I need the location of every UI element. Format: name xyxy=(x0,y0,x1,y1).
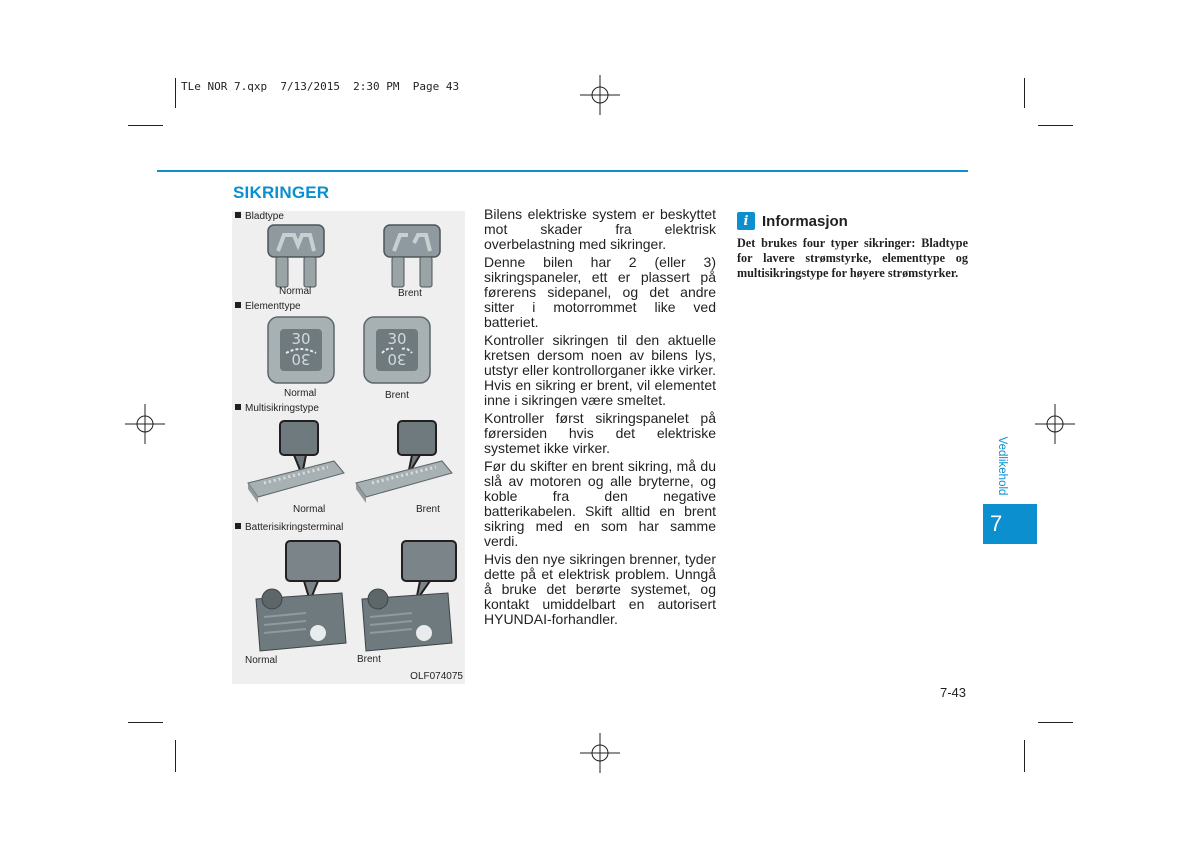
figure-caption: Brent xyxy=(357,654,381,665)
body-paragraph: Kontroller først sikringspanelet på førersiden hvis det elektriske systemet ikke virker. xyxy=(484,410,716,456)
battery-fuse-normal-illustration xyxy=(246,537,354,665)
print-slug: TLe NOR 7.qxp 7/13/2015 2:30 PM Page 43 xyxy=(181,80,460,93)
info-heading xyxy=(737,212,848,230)
registration-mark-left xyxy=(125,404,165,444)
svg-text:30: 30 xyxy=(387,330,407,348)
figure-category-label: Batterisikringsterminal xyxy=(235,522,343,533)
body-paragraph: Før du skifter en brent sikring, må du slå av motoren og alle bryterne, og koble fra den negative batterikabelen. Skift alltid en brent sikring med en som har samme verdi. xyxy=(484,458,716,549)
info-text: Det brukes four typer sikringer: Bladtype for lavere strømstyrke, elementtype og multisikringstype for høyere strømstyrker. xyxy=(737,236,968,280)
figure-caption: Brent xyxy=(398,288,422,299)
figure-caption: Brent xyxy=(416,504,440,515)
info-icon: i xyxy=(737,212,755,230)
figure-caption: Normal xyxy=(293,504,326,515)
blade-fuse-normal-illustration xyxy=(266,223,326,291)
battery-fuse-burnt-illustration xyxy=(356,537,464,665)
svg-text:30: 30 xyxy=(291,330,311,348)
body-paragraph: Kontroller sikringen til den aktuelle kretsen dersom noen av bilens lys, utstyr eller kontrollorganer ikke virker. Hvis en sikring er brent, vil elementet inne i sikringen være smeltet. xyxy=(484,332,716,408)
body-paragraph: Denne bilen har 2 (eller 3) sikringspaneler, ett er plassert på førerens sidepanel, og det andre sitter i motorrommet like ved batteriet. xyxy=(484,254,716,330)
figure-caption: Normal xyxy=(284,388,317,399)
page-number: 7-43 xyxy=(940,685,967,700)
svg-text:30: 30 xyxy=(291,350,311,368)
figure-category-label: Elementtype xyxy=(235,301,301,312)
svg-text:30: 30 xyxy=(387,350,407,368)
figure-category-label: Bladtype xyxy=(235,211,284,222)
element-fuse-normal-illustration xyxy=(266,315,336,385)
fuse-types-figure xyxy=(232,211,465,684)
figure-code: OLF074075 xyxy=(410,671,463,682)
header-rule xyxy=(157,170,968,172)
registration-mark-top xyxy=(580,75,620,115)
body-paragraph: Bilens elektriske system er beskyttet mot skader fra elektrisk overbelastning med sikringer. xyxy=(484,206,716,252)
chapter-number: 7 xyxy=(990,511,1003,536)
multi-fuse-normal-illustration xyxy=(244,417,348,505)
element-fuse-burnt-illustration xyxy=(362,315,432,385)
figure-caption: Brent xyxy=(385,390,409,401)
section-title: SIKRINGER xyxy=(233,183,330,202)
figure-category-label: Multisikringstype xyxy=(235,403,319,414)
body-text-column xyxy=(484,207,716,630)
multi-fuse-burnt-illustration xyxy=(352,417,456,505)
info-title: Informasjon xyxy=(762,212,848,230)
figure-caption: Normal xyxy=(245,655,278,666)
body-paragraph: Hvis den nye sikringen brenner, tyder dette på et elektrisk problem. Unngå å bruke det berørte systemet, og kontakt umiddelbart en autorisert HYUNDAI-forhandler. xyxy=(484,551,716,627)
chapter-side-label: Vedlikehold xyxy=(996,436,1008,496)
registration-mark-right xyxy=(1035,404,1075,444)
registration-mark-bottom xyxy=(580,733,620,773)
figure-caption: Normal xyxy=(279,286,312,297)
chapter-tab xyxy=(983,504,1037,544)
blade-fuse-burnt-illustration xyxy=(382,223,442,291)
